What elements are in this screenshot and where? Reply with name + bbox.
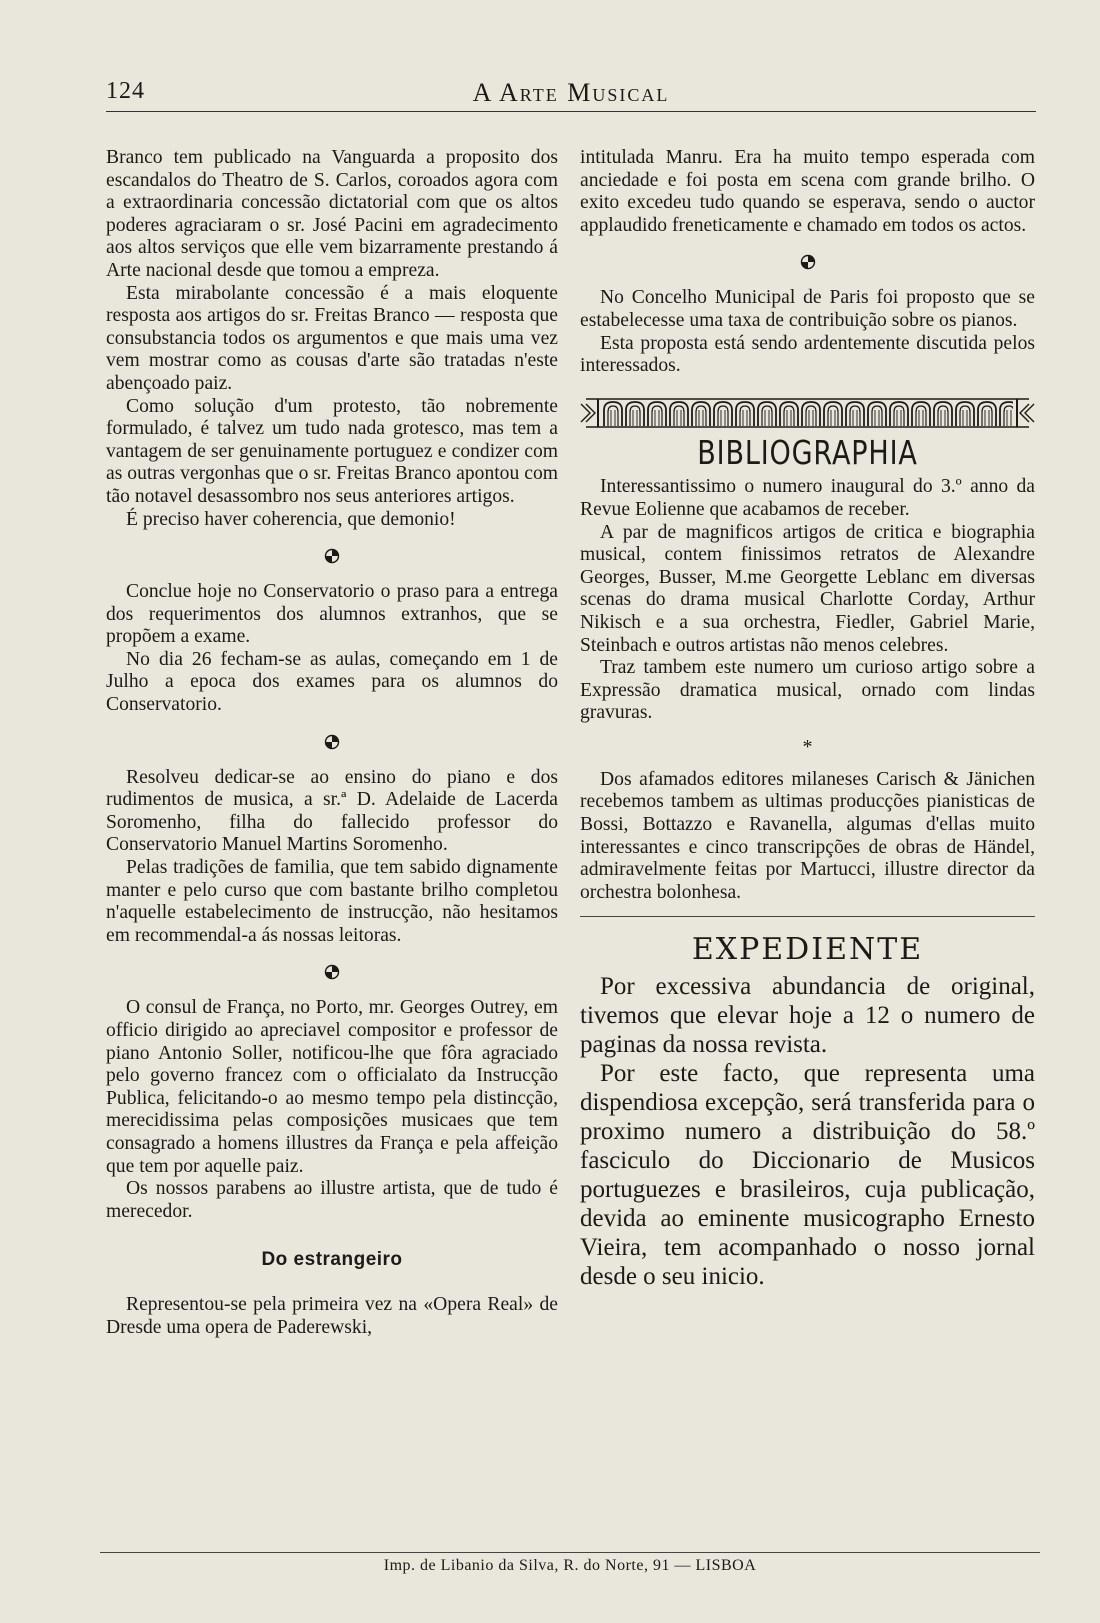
ornament-icon [324, 734, 340, 750]
ornamental-border-icon [580, 396, 1035, 430]
paragraph: No Concelho Municipal de Paris foi proposto que se estabelecesse uma taxa de contribuição sobre os pianos. [580, 287, 1035, 331]
decorative-band [580, 396, 1035, 430]
paragraph: intitulada Manru. Era ha muito tempo esperada com anciedade e foi posta em scena com grande brilho. O exito excedeu tudo quando se esperava, sendo o auctor applaudido freneticamente e chamado em todos os actos. [580, 147, 1035, 236]
section-heading-expediente: EXPEDIENTE [691, 932, 924, 968]
section-ornament [106, 531, 558, 581]
paragraph: A par de magnificos artigos de critica e biographia musical, contem finissimos retratos de Alexandre Georges, Busser, M.me Georgette Leblanc em diversas scenas do drama musical Charlotte Corday, Arthur Nikisch e a sua orchestra, Fiedler, Gabriel Marie, Steinbach e outros artistas não menos celebres. [580, 521, 1035, 656]
expediente-body [580, 972, 1035, 1291]
header-rule [106, 111, 1036, 112]
section-rule [580, 916, 1035, 917]
ornament-icon [324, 548, 340, 564]
paragraph: Pelas tradições de familia, que tem sabido dignamente manter e pelo curso que com bastante brilho completou n'aquelle estabelecimento de instrucção, não hesitamos em recommendal-a ás nossas leitoras. [106, 857, 558, 946]
paragraph: Os nossos parabens ao illustre artista, que de tudo é merecedor. [106, 1178, 558, 1222]
paragraph: Branco tem publicado na Vanguarda a proposito dos escandalos do Theatro de S. Carlos, coroados agora com a extraordinaria concessão dictatorial com que os altos poderes agraciaram o sr. José Pacini em agradecimento aos altos serviços que elle vem bizarramente prestando á Arte nacional desde que tomou a empreza. [106, 147, 558, 281]
paragraph: Traz tambem este numero um curioso artigo sobre a Expressão dramatica musical, ornado com lindas gravuras. [580, 657, 1035, 724]
section-ornament [580, 237, 1035, 287]
printer-imprint: Imp. de Libanio da Silva, R. do Norte, 91 — LISBOA [383, 1557, 757, 1574]
paragraph: Interessantissimo o numero inaugural do 3.º anno da Revue Eolienne que acabamos de receber. [580, 476, 1035, 520]
section-ornament [106, 947, 558, 997]
ornament-icon [800, 254, 816, 270]
section-heading-do-estrangeiro: Do estrangeiro [261, 1249, 403, 1271]
paragraph: Esta proposta está sendo ardentemente discutida pelos interessados. [580, 332, 1035, 377]
paragraph: Por excessiva abundancia de original, tivemos que elevar hoje a 12 o numero de paginas da nossa revista. [580, 973, 1035, 1059]
paragraph: Representou-se pela primeira vez na «Opera Real» de Dresde uma opera de Paderewski, [106, 1293, 558, 1338]
paragraph: Esta mirabolante concessão é a mais eloquente resposta aos artigos do sr. Freitas Branco — resposta que consubstancia todos os argumentos e que mais uma vez vem mostrar como as cousas d'arte são tratadas n'este abençoado paiz. [106, 282, 558, 394]
asterisk-separator: * [802, 735, 813, 758]
paragraph: No dia 26 fecham-se as aulas, começando em 1 de Julho a epoca dos exames para os alumnos do Conservatorio. [106, 648, 558, 716]
paragraph: O consul de França, no Porto, mr. Georges Outrey, em officio dirigido ao apreciavel compositor e professor de piano Antonio Soller, notificou-lhe que fôra agraciado pelo governo francez com o officialato da Instrucção Publica, felicitando-o ao mesmo tempo pela distincção, merecidissima pelas composições musicaes que tem consagrado a homens illustres da França e pela affeição que tem por aquelle paiz. [106, 997, 558, 1177]
section-heading-bibliographia: BIBLIOGRAPHIA [697, 432, 918, 472]
left-column [106, 147, 558, 1339]
page-number: 124 [106, 78, 145, 104]
ornament-icon [324, 964, 340, 980]
section-ornament [106, 717, 558, 767]
right-column [580, 147, 1035, 1291]
paragraph: É preciso haver coherencia, que demonio! [126, 508, 456, 530]
page-header [106, 78, 1036, 110]
paragraph: Por este facto, que representa uma dispendiosa excepção, será transferida para o proximo numero a distribuição do 58.º fasciculo do Diccionario de Musicos portuguezes e brasileiros, cuja publicação, devida ao eminente musicographo Ernesto Vieira, tem acompanhado o nosso jornal desde o seu inicio. [580, 1060, 1035, 1291]
paragraph: Resolveu dedicar-se ao ensino do piano e dos rudimentos de musica, a sr.ª D. Adelaide de Lacerda Soromenho, filha do fallecido professor do Conservatorio Manuel Martins Soromenho. [106, 766, 558, 856]
running-title: A Arte Musical [472, 78, 670, 107]
footer-rule [100, 1552, 1040, 1553]
paragraph: Dos afamados editores milaneses Carisch & Jänichen recebemos tambem as ultimas producções pianisticas de Bossi, Bottazzo e Ravanella, algumas d'ellas muito interessantes e cinco transcripções de obras de Händel, admiravelmente feitas por Martucci, illustre director da orchestra bolonhesa. [580, 768, 1035, 903]
paragraph: Conclue hoje no Conservatorio o praso para a entrega dos requerimentos dos alumnos extranhos, que se propõem a exame. [106, 581, 558, 648]
paragraph: Como solução d'um protesto, tão nobremente formulado, é talvez um tudo nada grotesco, mas tem a vantagem de ser genuinamente portuguez e condizer com as outras vergonhas que o sr. Freitas Branco apontou com tão notavel desassombro nos seus anteriores artigos. [106, 395, 558, 507]
